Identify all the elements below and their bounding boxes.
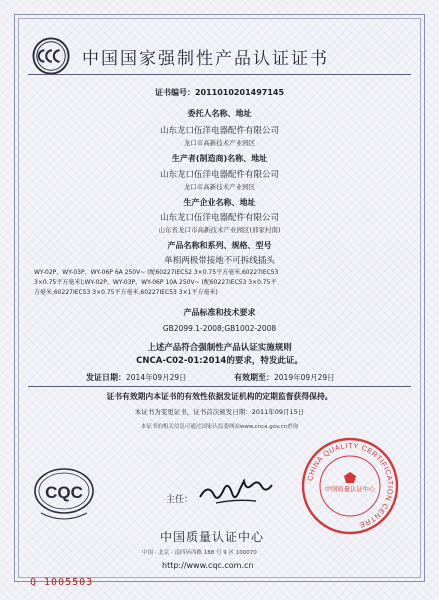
manufacturer-heading: 生产者(制造商)名称、地址 [171, 154, 268, 163]
cqc-logo-text: CQC [45, 483, 83, 502]
applicant-heading: 委托人名称、地址 [187, 109, 252, 118]
seal-inner-text: 中国质量认证中心 [324, 486, 376, 493]
applicant-address: 龙口市高新技术产业园区 [183, 139, 256, 147]
certification-seal-icon [300, 436, 400, 536]
expiry-date-label: 有效期至： [234, 373, 274, 382]
product-spec-line: WY-02P、WY-03P、WY-06P 6A 250V~ (配60227IEC52 3×0.75平方毫米,60227IEC53 [34, 269, 279, 276]
factory-address: 山东省龙口市高新技术产业园区(邢家村南) [158, 226, 281, 234]
product-heading: 产品名称和系列、规格、型号 [167, 241, 272, 250]
director-label: 主任： [166, 495, 194, 505]
conformity-line-2: CNCA-C02-01:2014的要求，特发此证。 [136, 356, 303, 366]
manufacturer-address: 龙口市高新技术产业园区 [183, 183, 256, 191]
query-note: 本证书的相关信息可通过国家认监委网站www.cnca.gov.cn查询 [140, 424, 299, 430]
ccc-logo-icon [32, 37, 70, 75]
validity-note: 证书有效期内本证书的有效性依据发证机构的定期监督获得保持。 [106, 392, 333, 401]
issue-date [86, 372, 187, 383]
organization-name: 中国质量认证中心 [160, 530, 265, 544]
seal-outer-text: CHINA QUALITY CERTIFICATION CENTRE [305, 440, 396, 530]
certificate-number: 证书编号：2011010201497145 [154, 88, 285, 97]
director-signature-icon [196, 479, 276, 509]
expiry-date [234, 372, 335, 383]
applicant-name: 山东龙口伍洋电器配件有限公司 [159, 126, 279, 136]
issue-date-value: 2014年09月29日 [126, 373, 187, 382]
cqc-logo-icon [33, 467, 95, 525]
certificate-title: 中国国家强制性产品认证证书 [82, 49, 329, 69]
organization-address: 中国 · 北京 · 南四环西路 188 号 9 区 100070 [142, 550, 257, 556]
title-rule [28, 74, 411, 75]
factory-name: 山东龙口伍洋电器配件有限公司 [159, 213, 279, 223]
serial-number: Q 1005503 [30, 577, 94, 588]
conformity-line-1: 上述产品符合强制性产品认证实施规则 [147, 343, 292, 353]
organization-website: http://www.cqc.com.cn [162, 561, 254, 570]
product-spec-line: 方毫米,60227IEC53 3×0.75平方毫米,60227IEC53 3×1平方毫米) [34, 289, 218, 296]
product-name: 单相两极带接地不可拆线插头 [164, 256, 275, 266]
product-spec [34, 268, 409, 298]
issue-date-label: 发证日期： [86, 373, 126, 382]
expiry-date-value: 2019年09月29日 [274, 373, 335, 382]
factory-heading: 生产企业名称、地址 [183, 198, 256, 207]
standard-value: GB2099.1-2008;GB1002-2008 [162, 324, 277, 333]
manufacturer-name: 山东龙口伍洋电器配件有限公司 [159, 170, 279, 180]
dates-rule [28, 386, 411, 387]
change-note: 本证书为变更证书，证书首次颁发日期：2011年09月15日 [134, 408, 305, 416]
product-spec-line: 3×0.75平方毫米);WY-02P、WY-03P、WY-06P 10A 250V~ (配60227IEC53 3×0.75平 [34, 279, 277, 286]
standard-heading: 产品标准和技术要求 [183, 308, 256, 317]
